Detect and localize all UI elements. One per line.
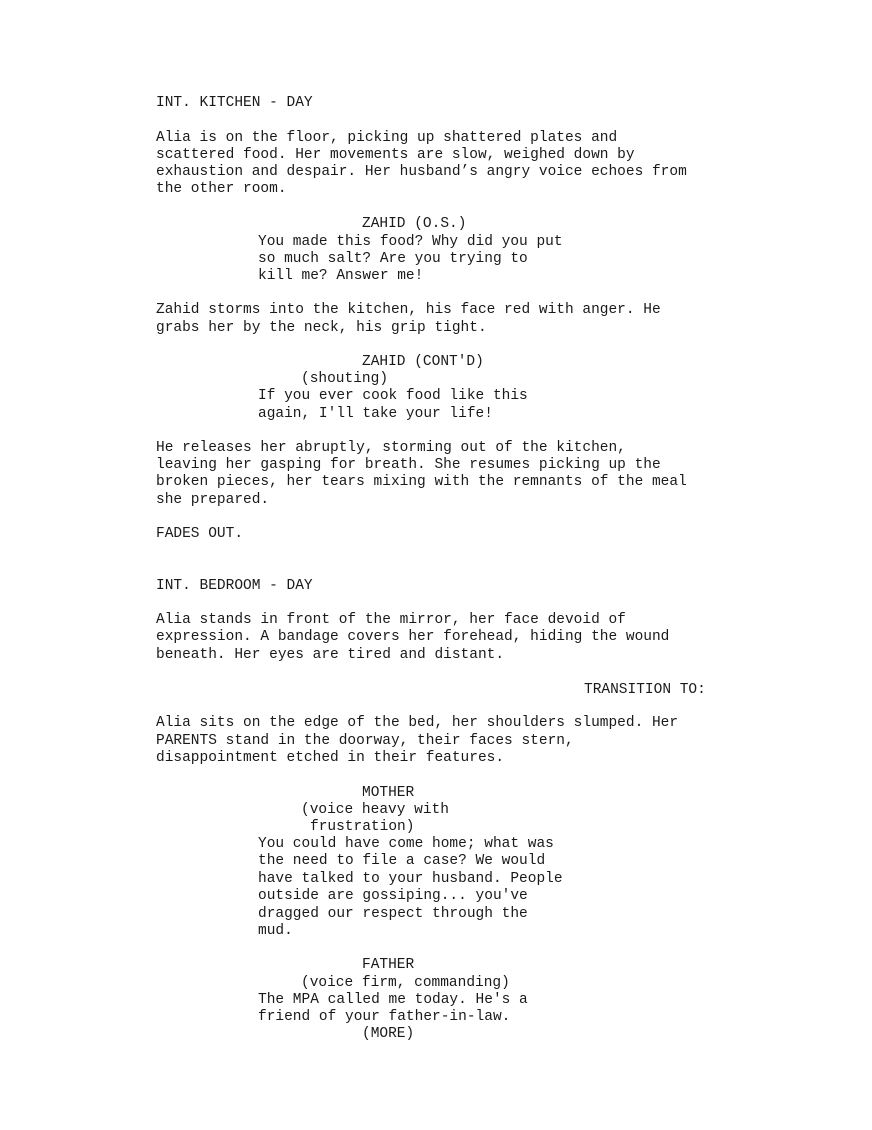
action-line: leaving her gasping for breath. She resumes picking up the (156, 457, 661, 473)
action-line: expression. A bandage covers her forehead, hiding the wound (156, 629, 670, 645)
more-marker: (MORE) (362, 1026, 415, 1042)
action-line: the other room. (156, 181, 287, 197)
dialogue-line: You made this food? Why did you put (258, 234, 563, 250)
action-line: Alia is on the floor, picking up shattered plates and (156, 130, 618, 146)
action-line: PARENTS stand in the doorway, their faces stern, (156, 733, 574, 749)
action-line: she prepared. (156, 492, 270, 508)
character-name: FATHER (362, 957, 415, 973)
fade-out: FADES OUT. (156, 526, 244, 542)
action-line: He releases her abruptly, storming out of the kitchen, (156, 440, 626, 456)
dialogue-line: outside are gossiping... you've (258, 888, 528, 904)
dialogue-line: kill me? Answer me! (258, 268, 424, 284)
action-line: broken pieces, her tears mixing with the remnants of the meal (156, 474, 687, 490)
action-line: Zahid storms into the kitchen, his face red with anger. He (156, 302, 661, 318)
dialogue-line: again, I'll take your life! (258, 406, 493, 422)
dialogue-line: The MPA called me today. He's a (258, 992, 528, 1008)
parenthetical: (voice firm, commanding) (301, 975, 510, 991)
dialogue-line: so much salt? Are you trying to (258, 251, 528, 267)
dialogue-line: have talked to your husband. People (258, 871, 563, 887)
character-name: ZAHID (O.S.) (362, 216, 467, 232)
dialogue-line: dragged our respect through the (258, 906, 528, 922)
dialogue-line: friend of your father-in-law. (258, 1009, 511, 1025)
parenthetical: (voice heavy with (301, 802, 449, 818)
dialogue-line: If you ever cook food like this (258, 388, 528, 404)
character-name: MOTHER (362, 785, 415, 801)
parenthetical: (shouting) (301, 371, 389, 387)
action-line: grabs her by the neck, his grip tight. (156, 320, 487, 336)
action-line: beneath. Her eyes are tired and distant. (156, 647, 505, 663)
action-line: exhaustion and despair. Her husband’s angry voice echoes from (156, 164, 687, 180)
scene-heading: INT. BEDROOM - DAY (156, 578, 313, 594)
character-name: ZAHID (CONT'D) (362, 354, 484, 370)
action-line: Alia sits on the edge of the bed, her shoulders slumped. Her (156, 715, 679, 731)
action-line: disappointment etched in their features. (156, 750, 505, 766)
transition: TRANSITION TO: (584, 682, 706, 698)
action-line: Alia stands in front of the mirror, her face devoid of (156, 612, 626, 628)
dialogue-line: You could have come home; what was (258, 836, 554, 852)
dialogue-line: mud. (258, 923, 293, 939)
parenthetical: frustration) (310, 819, 415, 835)
action-line: scattered food. Her movements are slow, weighed down by (156, 147, 635, 163)
dialogue-line: the need to file a case? We would (258, 853, 546, 869)
scene-heading: INT. KITCHEN - DAY (156, 95, 313, 111)
